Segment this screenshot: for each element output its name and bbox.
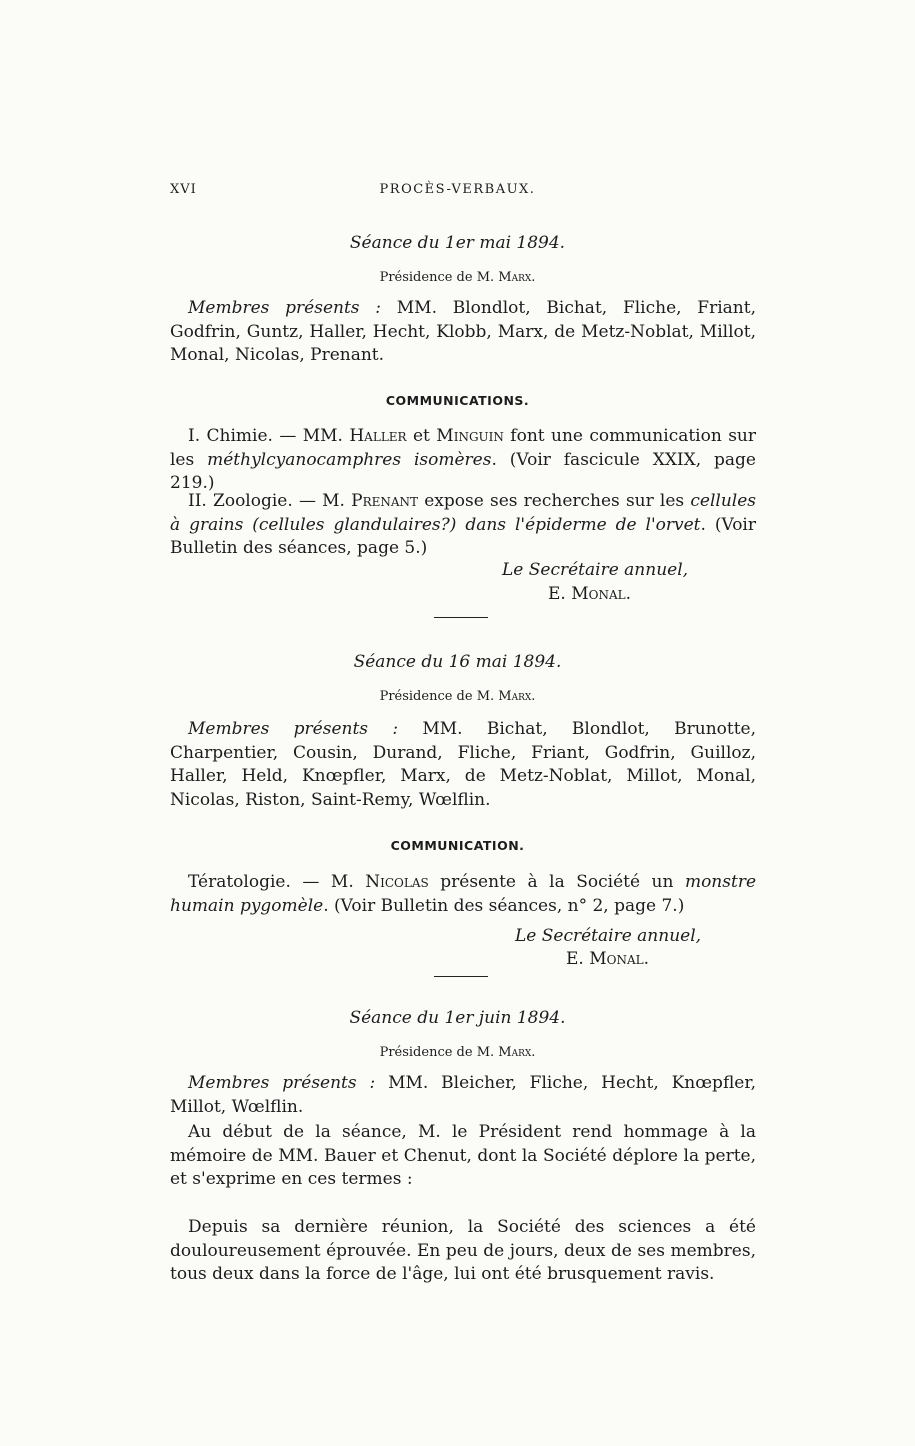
secretary-title-1: Le Secrétaire annuel, [502,560,689,580]
session-title-2: Séance du 16 mai 1894. [353,652,562,672]
communication-heading-2: COMMUNICATION. [390,838,525,853]
communication-zoologie: II. Zoologie. — M. Prenant expose ses recherches sur les cellules à grains (cellules glandulaires?) dans l'épiderme de l'orvet. (Voir Bulletin des séances, page 5.) [170,491,756,558]
secretary-name-2: E. Monal. [566,949,650,969]
communication-chimie: I. Chimie. — MM. Haller et Minguin font une communication sur les méthylcyanocamphres isomères. (Voir fascicule XXIX, page 219.) [170,426,756,493]
presidence-2: Présidence de M. Marx. [379,689,536,704]
secretary-name-1: E. Monal. [548,584,632,604]
presidence-1: Présidence de M. Marx. [379,270,536,285]
secretary-title-2: Le Secrétaire annuel, [515,926,702,946]
section-divider-1 [434,617,488,618]
session-title-3: Séance du 1er juin 1894. [349,1008,566,1028]
session-title-1: Séance du 1er mai 1894. [349,233,566,253]
members-present-2: Membres présents : MM. Bichat, Blondlot, Brunotte, Charpentier, Cousin, Durand, Fliche, Friant, Godfrin, Guilloz, Haller, Held, Knœpfler, Marx, de Metz-Noblat, Millot, Monal, Nicolas, Riston, Saint-Remy, Wœlflin. [170,719,756,810]
communication-teratologie: Tératologie. — M. Nicolas présente à la Société un monstre humain pygomèle. (Voir Bulletin des séances, n° 2, page 7.) [170,872,756,916]
communications-heading-1: COMMUNICATIONS. [385,393,530,408]
running-title: PROCÈS-VERBAUX. [379,182,536,197]
members-present-1: Membres présents : MM. Blondlot, Bichat, Fliche, Friant, Godfrin, Guntz, Haller, Hecht, Klobb, Marx, de Metz-Noblat, Millot, Monal, Nicolas, Prenant. [170,298,756,365]
presidence-3: Présidence de M. Marx. [379,1045,536,1060]
page-number: XVI [170,182,197,197]
hommage-paragraph: Au début de la séance, M. le Président rend hommage à la mémoire de MM. Bauer et Chenut, dont la Société déplore la perte, et s'exprime en ces termes : [170,1122,756,1189]
section-divider-2 [434,976,488,977]
speech-paragraph: Depuis sa dernière réunion, la Société des sciences a été douloureusement éprouvée. En peu de jours, deux de ses membres, tous deux dans la force de l'âge, lui ont été brusquement ravis. [170,1217,756,1284]
members-present-3: Membres présents : MM. Bleicher, Fliche, Hecht, Knœpfler, Millot, Wœlflin. [170,1073,757,1117]
